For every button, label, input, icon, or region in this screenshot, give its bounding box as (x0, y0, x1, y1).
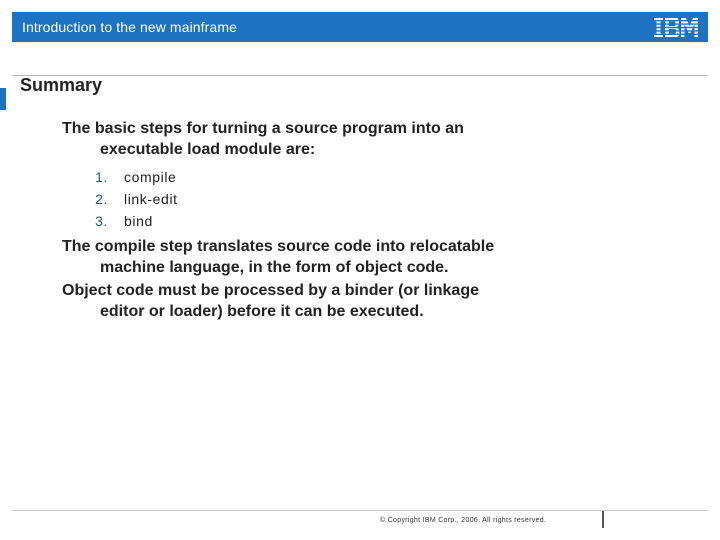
intro-line-2: executable load module are: (100, 141, 316, 158)
steps-list (62, 166, 662, 232)
step-number: 1. (95, 169, 108, 185)
intro-line-1: The basic steps for turning a source program into an (62, 120, 464, 137)
slide-title: Summary (20, 75, 103, 95)
course-title: Introduction to the new mainframe (22, 19, 237, 35)
copyright-notice: © Copyright IBM Corp., 2006. All rights reserved. (380, 517, 547, 524)
header-bar (12, 12, 708, 42)
title-accent-bar (0, 88, 6, 110)
object-code-line-1: Object code must be processed by a binder (or linkage (62, 282, 479, 299)
compile-paragraph (62, 236, 662, 278)
step-number: 2. (95, 191, 108, 207)
compile-line-1: The compile step translates source code into relocatable (62, 238, 495, 255)
ibm-logo (654, 18, 698, 37)
step-label: link-edit (124, 191, 178, 207)
step-label: compile (124, 169, 177, 185)
list-item (62, 210, 662, 232)
compile-line-2: machine language, in the form of object code. (100, 259, 449, 276)
footer-vertical-divider (602, 511, 604, 528)
slide-body (62, 118, 662, 322)
object-code-paragraph (62, 280, 662, 322)
list-item (62, 188, 662, 210)
object-code-line-2: editor or loader) before it can be executed. (100, 303, 424, 320)
title-divider (12, 75, 708, 76)
step-number: 3. (95, 213, 108, 229)
step-label: bind (124, 213, 153, 229)
intro-paragraph (62, 118, 662, 160)
list-item (62, 166, 662, 188)
